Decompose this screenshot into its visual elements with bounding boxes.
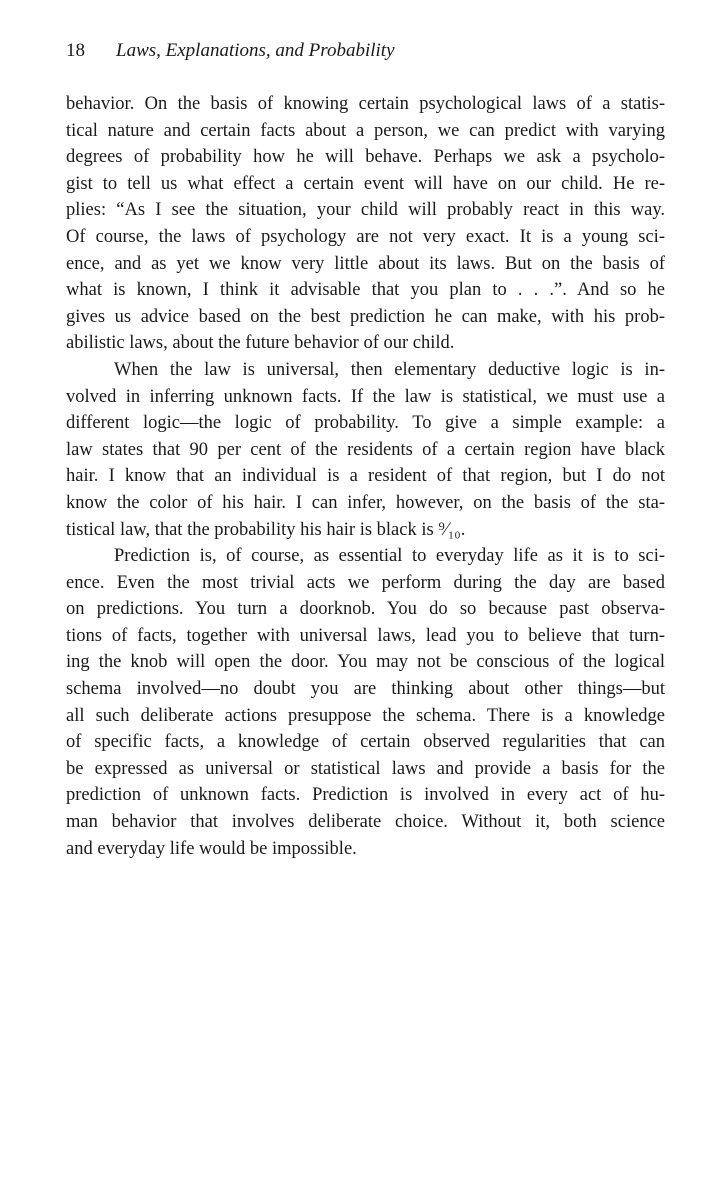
text-line: what is known, I think it advisable that you plan to . . .”. And so he	[66, 280, 665, 301]
text-line: all such deliberate actions presuppose the schema. There is a knowledge	[66, 705, 665, 726]
text-line: abilistic laws, about the future behavior of our child.	[66, 333, 455, 354]
text-line: schema involved—no doubt you are thinking about other things—but	[66, 679, 665, 700]
running-head	[66, 40, 666, 62]
text-line: and everyday life would be impossible.	[66, 838, 357, 859]
paragraph-3	[66, 543, 665, 862]
body-text	[66, 91, 665, 862]
text-line: know the color of his hair. I can infer, however, on the basis of the sta-	[66, 492, 665, 513]
text-line: hair. I know that an individual is a resident of that region, but I do not	[66, 466, 665, 487]
text-line: Prediction is, of course, as essential to everyday life as it is to sci-	[114, 546, 665, 567]
paragraph-2	[66, 357, 665, 543]
text-line: of specific facts, a knowledge of certain observed regularities that can	[66, 732, 665, 753]
text-line: tistical law, that the probability his hair is black is ⁹⁄₁₀.	[66, 519, 466, 540]
text-line: different logic—the logic of probability. To give a simple example: a	[66, 413, 665, 434]
text-line: plies: “As I see the situation, your child will probably react in this way.	[66, 200, 665, 221]
text-line: ing the knob will open the door. You may not be conscious of the logical	[66, 652, 665, 673]
text-line: When the law is universal, then elementary deductive logic is in-	[114, 359, 665, 380]
text-line: man behavior that involves deliberate choice. Without it, both science	[66, 812, 665, 833]
running-title: Laws, Explanations, and Probability	[116, 40, 395, 61]
text-line: gist to tell us what effect a certain event will have on our child. He re-	[66, 173, 665, 194]
text-line: gives us advice based on the best prediction he can make, with his prob-	[66, 306, 665, 327]
text-line: degrees of probability how he will behave. Perhaps we ask a psycholo-	[66, 147, 665, 168]
paragraph-1	[66, 91, 665, 357]
text-line: tical nature and certain facts about a person, we can predict with varying	[66, 120, 665, 141]
text-line: on predictions. You turn a doorknob. You do so because past observa-	[66, 599, 665, 620]
page-number: 18	[66, 40, 85, 61]
text-line: be expressed as universal or statistical laws and provide a basis for the	[66, 758, 665, 779]
text-line: ence, and as yet we know very little about its laws. But on the basis of	[66, 253, 665, 274]
text-line: volved in inferring unknown facts. If the law is statistical, we must use a	[66, 386, 665, 407]
text-line: Of course, the laws of psychology are not very exact. It is a young sci-	[66, 226, 665, 247]
text-line: behavior. On the basis of knowing certain psychological laws of a statis-	[66, 94, 665, 114]
text-line: ence. Even the most trivial acts we perform during the day are based	[66, 572, 665, 593]
text-line: law states that 90 per cent of the residents of a certain region have black	[66, 439, 665, 460]
text-line: tions of facts, together with universal laws, lead you to believe that turn-	[66, 625, 665, 646]
text-line: prediction of unknown facts. Prediction is involved in every act of hu-	[66, 785, 665, 806]
